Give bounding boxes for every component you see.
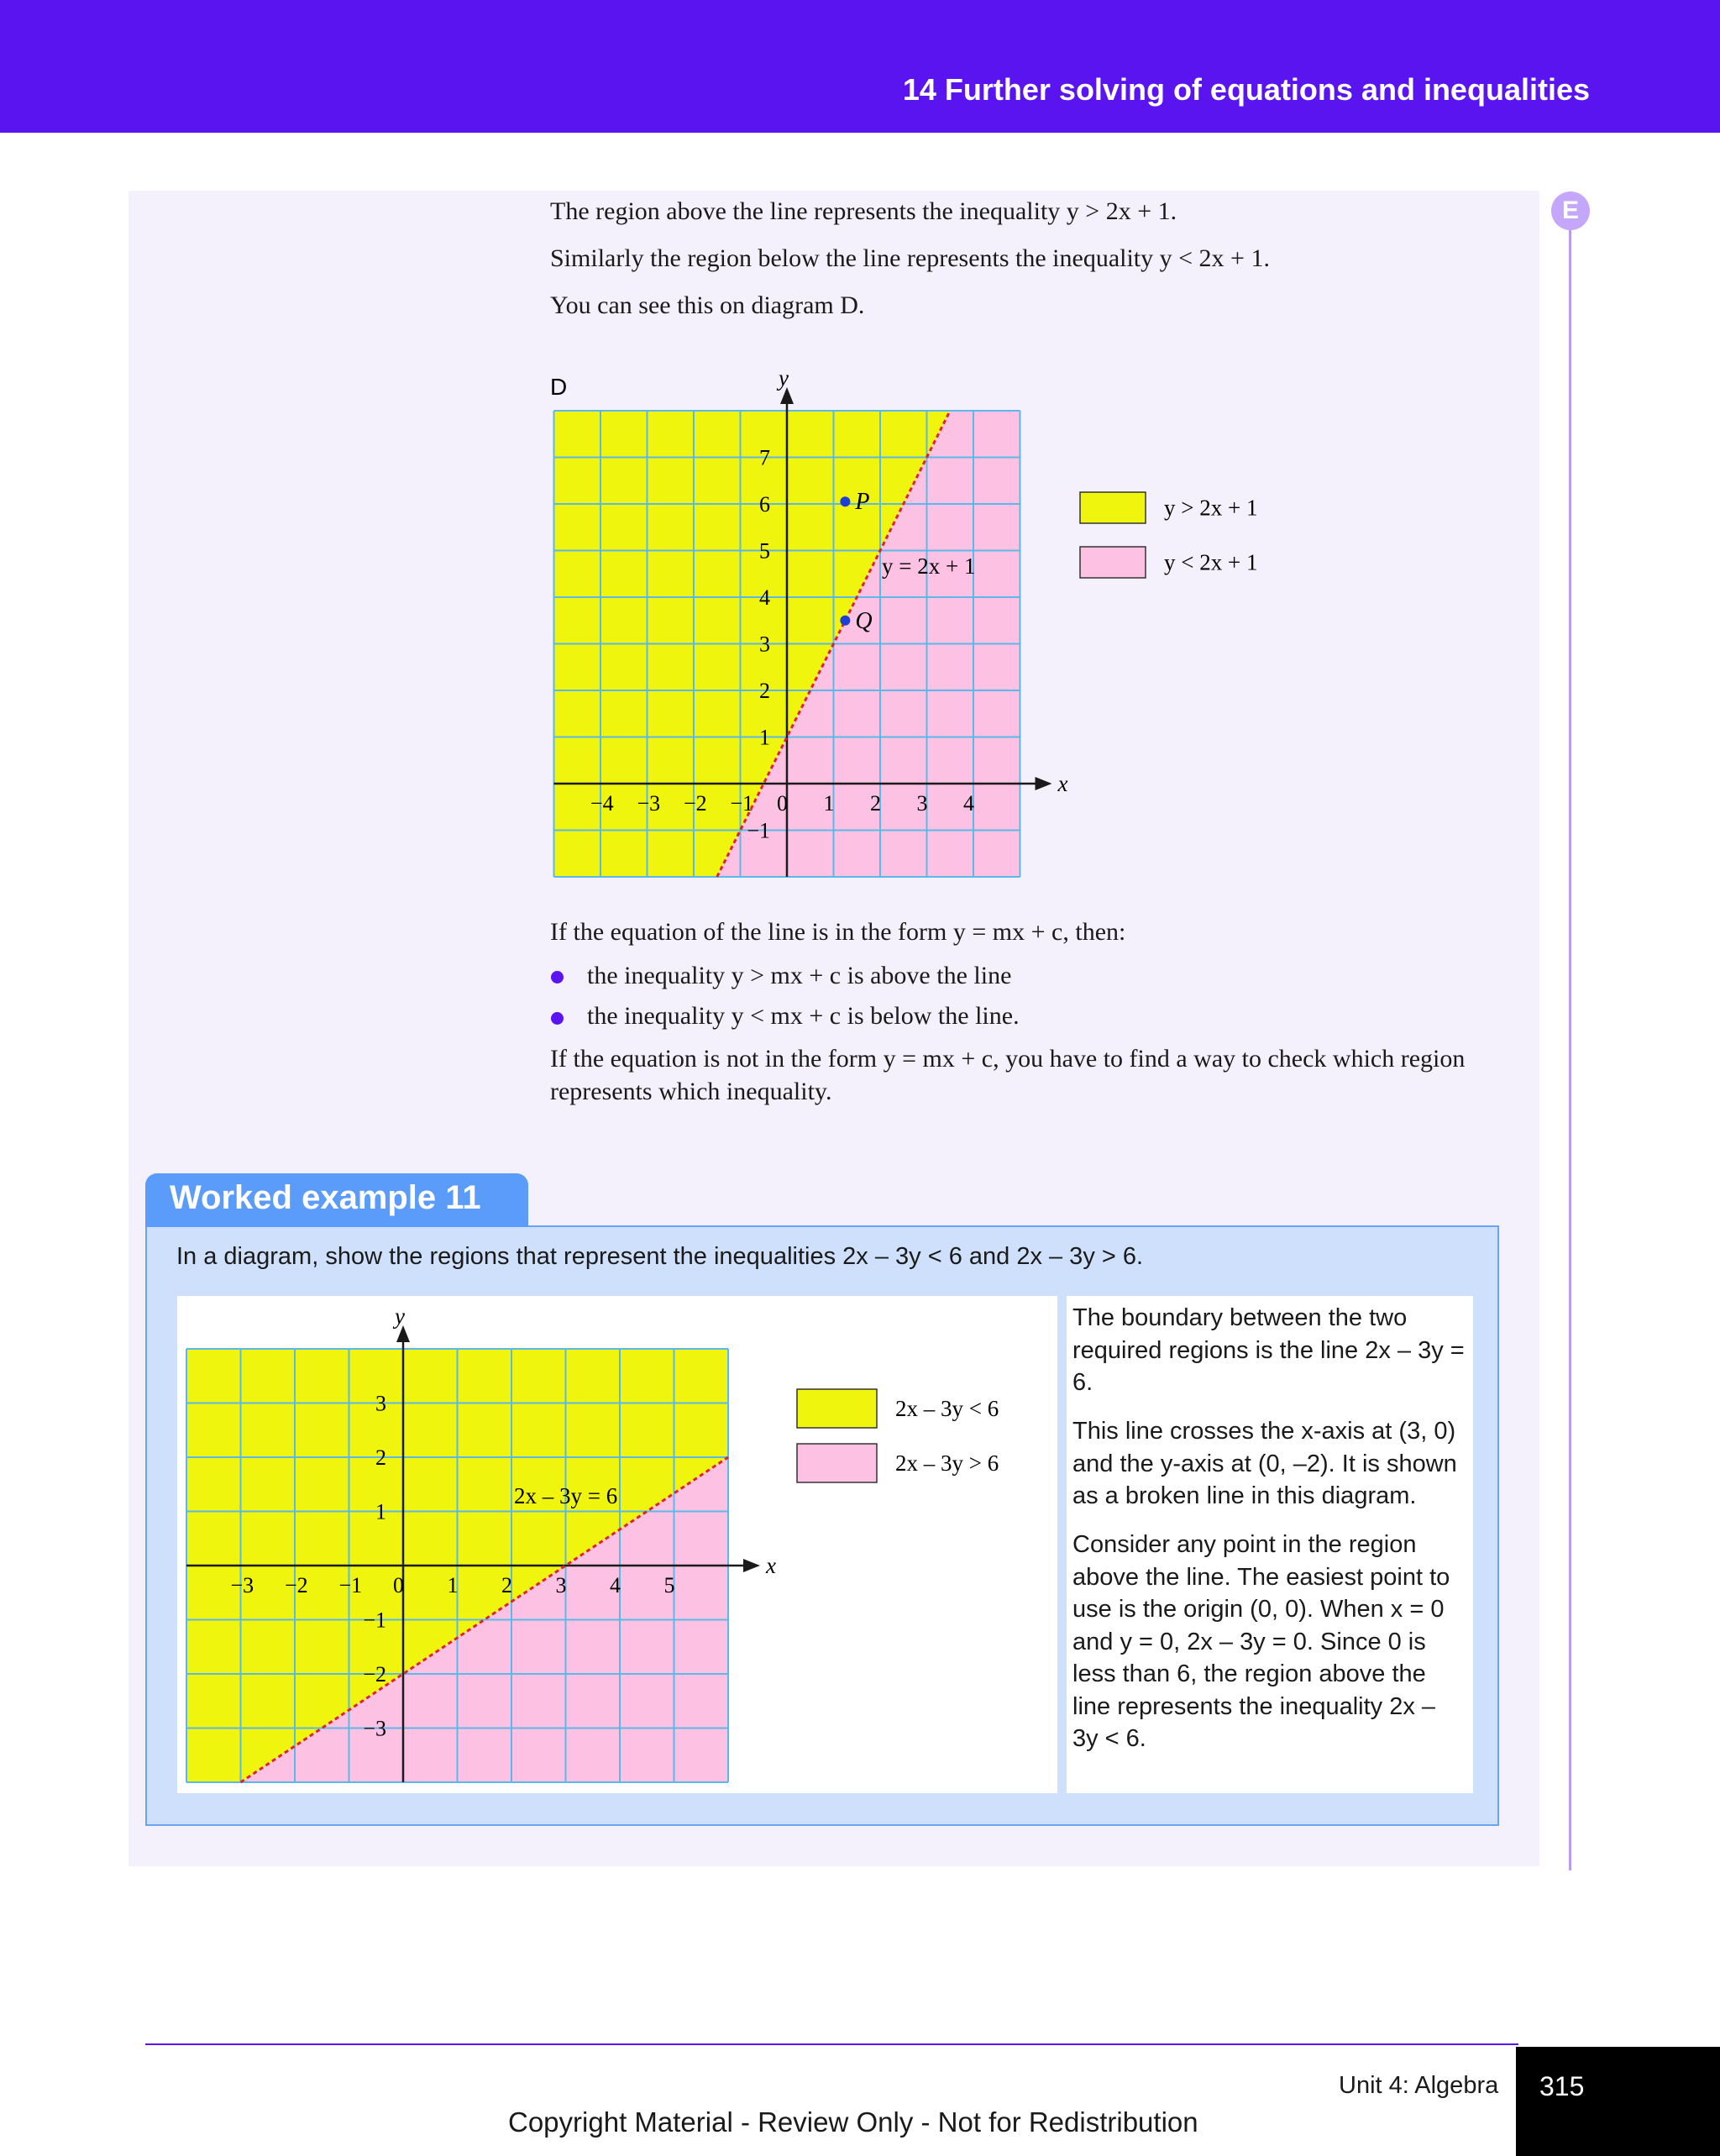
y-axis-label: y <box>779 365 789 391</box>
x-tick-label: −1 <box>338 1573 363 1597</box>
explanation-para-2: This line crosses the x-axis at (3, 0) and the y-axis at (0, –2). It is shown as a broken line in this diagram. <box>1072 1418 1457 1509</box>
y-tick-label: −2 <box>363 1662 386 1687</box>
x-tick-label: 0 <box>393 1573 404 1597</box>
y-tick-label: 2 <box>375 1445 386 1470</box>
worked-example-question: In a diagram, show the regions that represent the inequalities 2x – 3y < 6 and 2x – 3y > 6. <box>176 1243 1144 1270</box>
y-tick-label: 6 <box>759 492 770 517</box>
x-tick-label: 2 <box>870 791 881 816</box>
y-tick-label: 1 <box>375 1499 386 1524</box>
y-tick-label: 1 <box>759 725 770 750</box>
x-tick-label: 4 <box>963 791 974 816</box>
x-tick-label: 3 <box>916 791 928 816</box>
x-tick-label: −3 <box>230 1573 254 1597</box>
x-tick-label: −2 <box>285 1573 308 1597</box>
boundary-line-label: y = 2x + 1 <box>882 553 976 579</box>
x-tick-label: −2 <box>684 791 707 816</box>
x-tick-label: 5 <box>663 1573 675 1597</box>
x-tick-label: 0 <box>777 791 788 816</box>
legend-label: y > 2x + 1 <box>1164 495 1258 521</box>
chapter-title: 14 Further solving of equations and inequalities <box>902 72 1590 107</box>
x-tick-label: −4 <box>590 791 614 816</box>
footer-unit: Unit 4: Algebra <box>1339 2072 1499 2099</box>
y-tick-label: −1 <box>747 818 770 843</box>
y-axis-label: y <box>395 1304 405 1329</box>
copyright-notice: Copyright Material - Review Only - Not for Redistribution <box>508 2106 1198 2138</box>
y-tick-label: 5 <box>759 538 770 564</box>
intro-line-3: You can see this on diagram D. <box>550 291 865 319</box>
rule-bullet-1: the inequality y > mx + c is above the line <box>587 962 1012 989</box>
legend-label: y < 2x + 1 <box>1164 549 1258 575</box>
x-tick-label: 1 <box>447 1573 459 1597</box>
legend-swatch <box>797 1444 877 1482</box>
x-axis-label: x <box>766 1553 776 1578</box>
legend-label: 2x – 3y < 6 <box>895 1396 999 1421</box>
boundary-line-label: 2x – 3y = 6 <box>514 1483 618 1508</box>
diagram-label: D <box>550 374 568 400</box>
point-label-q: Q <box>855 607 873 634</box>
x-axis-arrow <box>743 1559 760 1572</box>
worked-example-title: Worked example 11 <box>170 1179 481 1216</box>
x-tick-label: 2 <box>501 1573 512 1597</box>
x-tick-label: 3 <box>555 1573 567 1597</box>
extension-badge: E <box>1551 191 1590 230</box>
rules-outro-1: If the equation is not in the form y = mx + c, you have to find a way to check which region <box>550 1045 1466 1073</box>
y-tick-label: 7 <box>759 445 770 470</box>
explanation-para-3: Consider any point in the region above the line. The easiest point to use is the origin (0, 0). When x = 0 and y = 0, 2x – 3y = 0. Since 0 is less than 6, the region above the line represents the inequality 2x – 3y < 6. <box>1072 1531 1450 1752</box>
explanation-para-1: The boundary between the two required regions is the line 2x – 3y = 6. <box>1072 1304 1465 1396</box>
legend-swatch <box>797 1389 877 1428</box>
y-tick-label: 3 <box>375 1391 386 1416</box>
point-label-p: P <box>855 489 870 516</box>
x-tick-label: 4 <box>610 1573 621 1597</box>
x-axis-label: x <box>1057 771 1068 796</box>
rule-bullet-2: the inequality y < mx + c is below the line. <box>587 1002 1020 1030</box>
y-tick-label: 2 <box>759 679 770 703</box>
y-tick-label: −3 <box>363 1716 386 1741</box>
y-tick-label: 3 <box>759 632 770 657</box>
footer-rule <box>145 2043 1518 2045</box>
intro-line-1: The region above the line represents the inequality y > 2x + 1. <box>550 197 1177 225</box>
y-tick-label: −1 <box>363 1608 386 1633</box>
page-number: 315 <box>1539 2071 1585 2101</box>
rules-outro-2: represents which inequality. <box>550 1078 832 1105</box>
rules-intro: If the equation of the line is in the form y = mx + c, then: <box>550 918 1126 946</box>
intro-line-2: Similarly the region below the line represents the inequality y < 2x + 1. <box>550 244 1270 272</box>
x-tick-label: 1 <box>823 791 835 816</box>
y-tick-label: 4 <box>759 585 770 610</box>
x-tick-label: −3 <box>637 791 661 816</box>
legend-label: 2x – 3y > 6 <box>895 1450 999 1476</box>
x-tick-label: −1 <box>730 791 754 816</box>
